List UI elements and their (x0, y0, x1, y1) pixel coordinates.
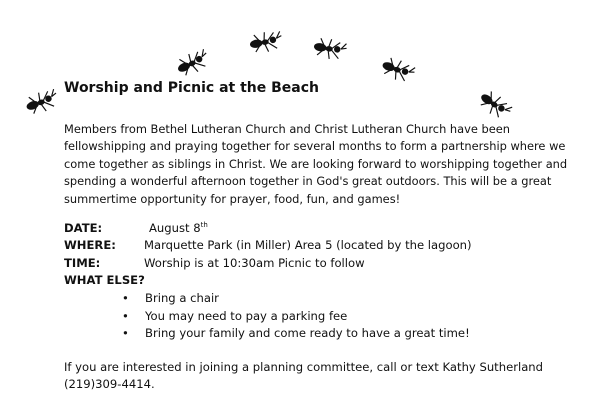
date-label: DATE: (64, 221, 103, 235)
where-row (64, 238, 472, 252)
page-title: Worship and Picnic at the Beach (64, 80, 319, 96)
list-item (122, 290, 470, 308)
list-item-text: Bring your family and come ready to have a great time! (145, 326, 470, 340)
ant-icon (376, 50, 420, 91)
date-text: August 8 (149, 221, 201, 235)
ant-icon (20, 82, 64, 123)
intro-paragraph: Members from Bethel Lutheran Church and Christ Lutheran Church have been fellowshipping and praying together for several months to form a partnership where we come together as siblings in Christ. We are looking forward to worshipping together and spending a wonderful afternoon together in God's great outdoors. This will be a great summertime opportunity for prayer, food, fun, and games! (64, 122, 568, 206)
bullet-icon: • (122, 291, 129, 305)
ant-icon (170, 42, 215, 84)
what-else-label: WHAT ELSE? (64, 273, 145, 287)
contact-paragraph: If you are interested in joining a planning committee, call or text Kathy Sutherland (219)309-4414. (64, 360, 544, 391)
ant-icon (246, 24, 287, 60)
where-label: WHERE: (64, 238, 116, 252)
list-item-text: Bring a chair (145, 291, 219, 305)
time-value: Worship is at 10:30am Picnic to follow (144, 256, 365, 270)
bullet-icon: • (122, 308, 129, 323)
date-suffix: th (200, 221, 208, 230)
bullet-list (122, 290, 470, 343)
list-item-text: You may need to pay a parking fee (145, 308, 348, 323)
date-row (64, 221, 208, 235)
list-item (122, 325, 470, 343)
list-item (122, 308, 470, 326)
time-label: TIME: (64, 256, 101, 270)
date-value (144, 221, 208, 235)
where-value: Marquette Park (in Miller) Area 5 (located by the lagoon) (144, 238, 472, 252)
time-row (64, 256, 365, 270)
bullet-icon: • (122, 326, 129, 340)
ant-icon (310, 31, 351, 67)
